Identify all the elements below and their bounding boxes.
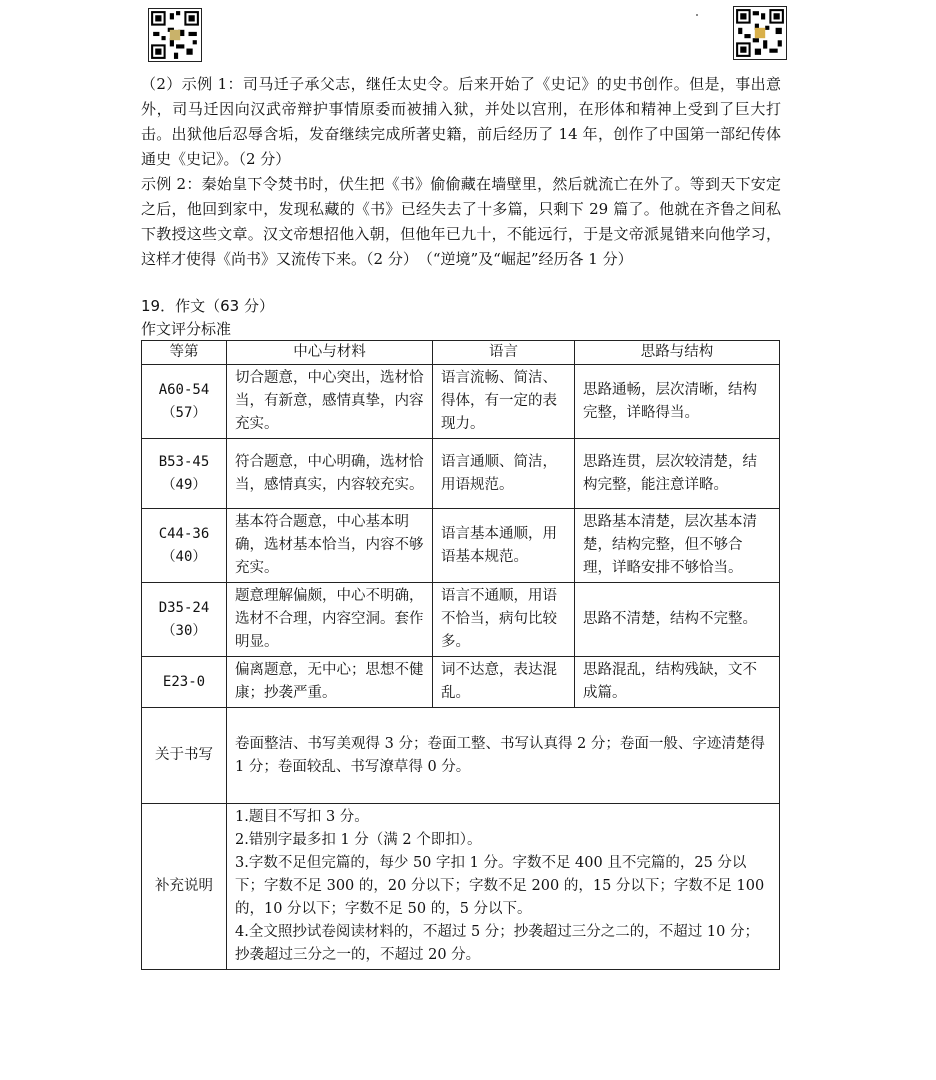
content-cell: 基本符合题意，中心基本明确，选材基本恰当，内容不够充实。 bbox=[227, 509, 433, 583]
content-cell: 题意理解偏颇，中心不明确，选材不合理，内容空洞。套作明显。 bbox=[227, 583, 433, 657]
column-header-grade: 等第 bbox=[142, 341, 227, 365]
structure-cell: 思路混乱，结构残缺，文不成篇。 bbox=[575, 657, 780, 708]
column-header-content: 中心与材料 bbox=[227, 341, 433, 365]
structure-cell: 思路连贯，层次较清楚，结构完整，能注意详略。 bbox=[575, 439, 780, 509]
supplement-note: 2.错别字最多扣 1 分（满 2 个即扣）。 bbox=[235, 832, 482, 848]
structure-cell: 思路基本清楚，层次基本清楚，结构完整，但不够合理，详略安排不够恰当。 bbox=[575, 509, 780, 583]
grade-range: E23-0 bbox=[162, 673, 206, 690]
column-header-language: 语言 bbox=[433, 341, 575, 365]
essay-heading: 19．作文（63 分） bbox=[141, 297, 274, 315]
table-header-row bbox=[142, 341, 780, 365]
answer-section bbox=[141, 72, 781, 272]
writing-label: 关于书写 bbox=[142, 708, 227, 804]
language-cell: 语言基本通顺，用语基本规范。 bbox=[433, 509, 575, 583]
content-cell: 符合题意，中心明确，选材恰当，感情真实，内容较充实。 bbox=[227, 439, 433, 509]
grade-range: C44-36 bbox=[158, 525, 210, 542]
grading-standard-title: 作文评分标准 bbox=[141, 320, 232, 338]
language-cell: 语言流畅、简洁、得体，有一定的表现力。 bbox=[433, 365, 575, 439]
supplement-notes bbox=[227, 804, 780, 970]
grade-average: （57） bbox=[161, 404, 207, 421]
grade-range: B53-45 bbox=[158, 453, 210, 470]
answer-example-1: （2）示例 1：司马迁子承父志，继任太史令。后来开始了《史记》的史书创作。但是，事出意外，司马迁因向汉武帝辩护事情原委而被捕入狱，并处以宫刑，在形体和精神上受到了巨大打击。出狱他后忍辱含垢，发奋继续完成所著史籍，前后经历了 14 年，创作了中国第一部纪传体通史《史记》。（2 分） bbox=[141, 75, 781, 168]
language-cell: 语言不通顺，用语不恰当，病句比较多。 bbox=[433, 583, 575, 657]
answer-example-2: 示例 2：秦始皇下令焚书时，伏生把《书》偷偷藏在墙壁里，然后就流亡在外了。等到天下安定之后，他回到家中，发现私藏的《书》已经失去了十多篇，只剩下 29 篇了。他就在齐鲁之间私下教授这些文章。汉文帝想招他入朝，但他年已九十，不能远行，于是文帝派晁错来向他学习，这样才使得《尚书》又流传下来。（2 分） （“逆境”及“崛起”经历各 1 分） bbox=[141, 175, 781, 268]
table-row bbox=[142, 583, 780, 657]
dot-mark bbox=[696, 14, 698, 16]
table-row bbox=[142, 365, 780, 439]
qr-code-right bbox=[733, 6, 787, 60]
writing-criteria: 卷面整洁、书写美观得 3 分；卷面工整、书写认真得 2 分；卷面一般、字迹清楚得 1 分；卷面较乱、书写潦草得 0 分。 bbox=[227, 708, 780, 804]
grade-cell bbox=[142, 509, 227, 583]
grade-range: D35-24 bbox=[158, 599, 210, 616]
grade-average: （49） bbox=[161, 476, 207, 493]
supplement-note: 4.全文照抄试卷阅读材料的，不超过 5 分；抄袭超过三分之二的，不超过 10 分；抄袭超过三分之一的，不超过 20 分。 bbox=[235, 924, 759, 963]
grade-average: （30） bbox=[161, 622, 207, 639]
supplement-note: 3.字数不足但完篇的，每少 50 字扣 1 分。字数不足 400 且不完篇的，25 分以下；字数不足 300 的，20 分以下；字数不足 200 的，15 分以下；字数不足 100 的，10 分以下；字数不足 50 的，5 分以下。 bbox=[235, 855, 765, 917]
grade-cell bbox=[142, 439, 227, 509]
structure-cell: 思路不清楚，结构不完整。 bbox=[575, 583, 780, 657]
language-cell: 语言通顺、简洁，用语规范。 bbox=[433, 439, 575, 509]
content-cell: 切合题意，中心突出，选材恰当，有新意，感情真挚，内容充实。 bbox=[227, 365, 433, 439]
grade-cell bbox=[142, 583, 227, 657]
writing-row bbox=[142, 708, 780, 804]
table-row bbox=[142, 509, 780, 583]
structure-cell: 思路通畅，层次清晰，结构完整，详略得当。 bbox=[575, 365, 780, 439]
grading-table bbox=[141, 340, 780, 970]
language-cell: 词不达意，表达混乱。 bbox=[433, 657, 575, 708]
qr-code-icon bbox=[734, 7, 786, 59]
table-row bbox=[142, 439, 780, 509]
grade-range: A60-54 bbox=[158, 381, 210, 398]
grade-cell bbox=[142, 365, 227, 439]
qr-code-left bbox=[148, 8, 202, 62]
qr-code-icon bbox=[149, 9, 201, 61]
supplement-note: 1.题目不写扣 3 分。 bbox=[235, 809, 369, 825]
grade-average: （40） bbox=[161, 548, 207, 565]
supplement-label: 补充说明 bbox=[142, 804, 227, 970]
content-cell: 偏离题意，无中心；思想不健康；抄袭严重。 bbox=[227, 657, 433, 708]
column-header-structure: 思路与结构 bbox=[575, 341, 780, 365]
grade-cell bbox=[142, 657, 227, 708]
table-row bbox=[142, 657, 780, 708]
supplement-row bbox=[142, 804, 780, 970]
